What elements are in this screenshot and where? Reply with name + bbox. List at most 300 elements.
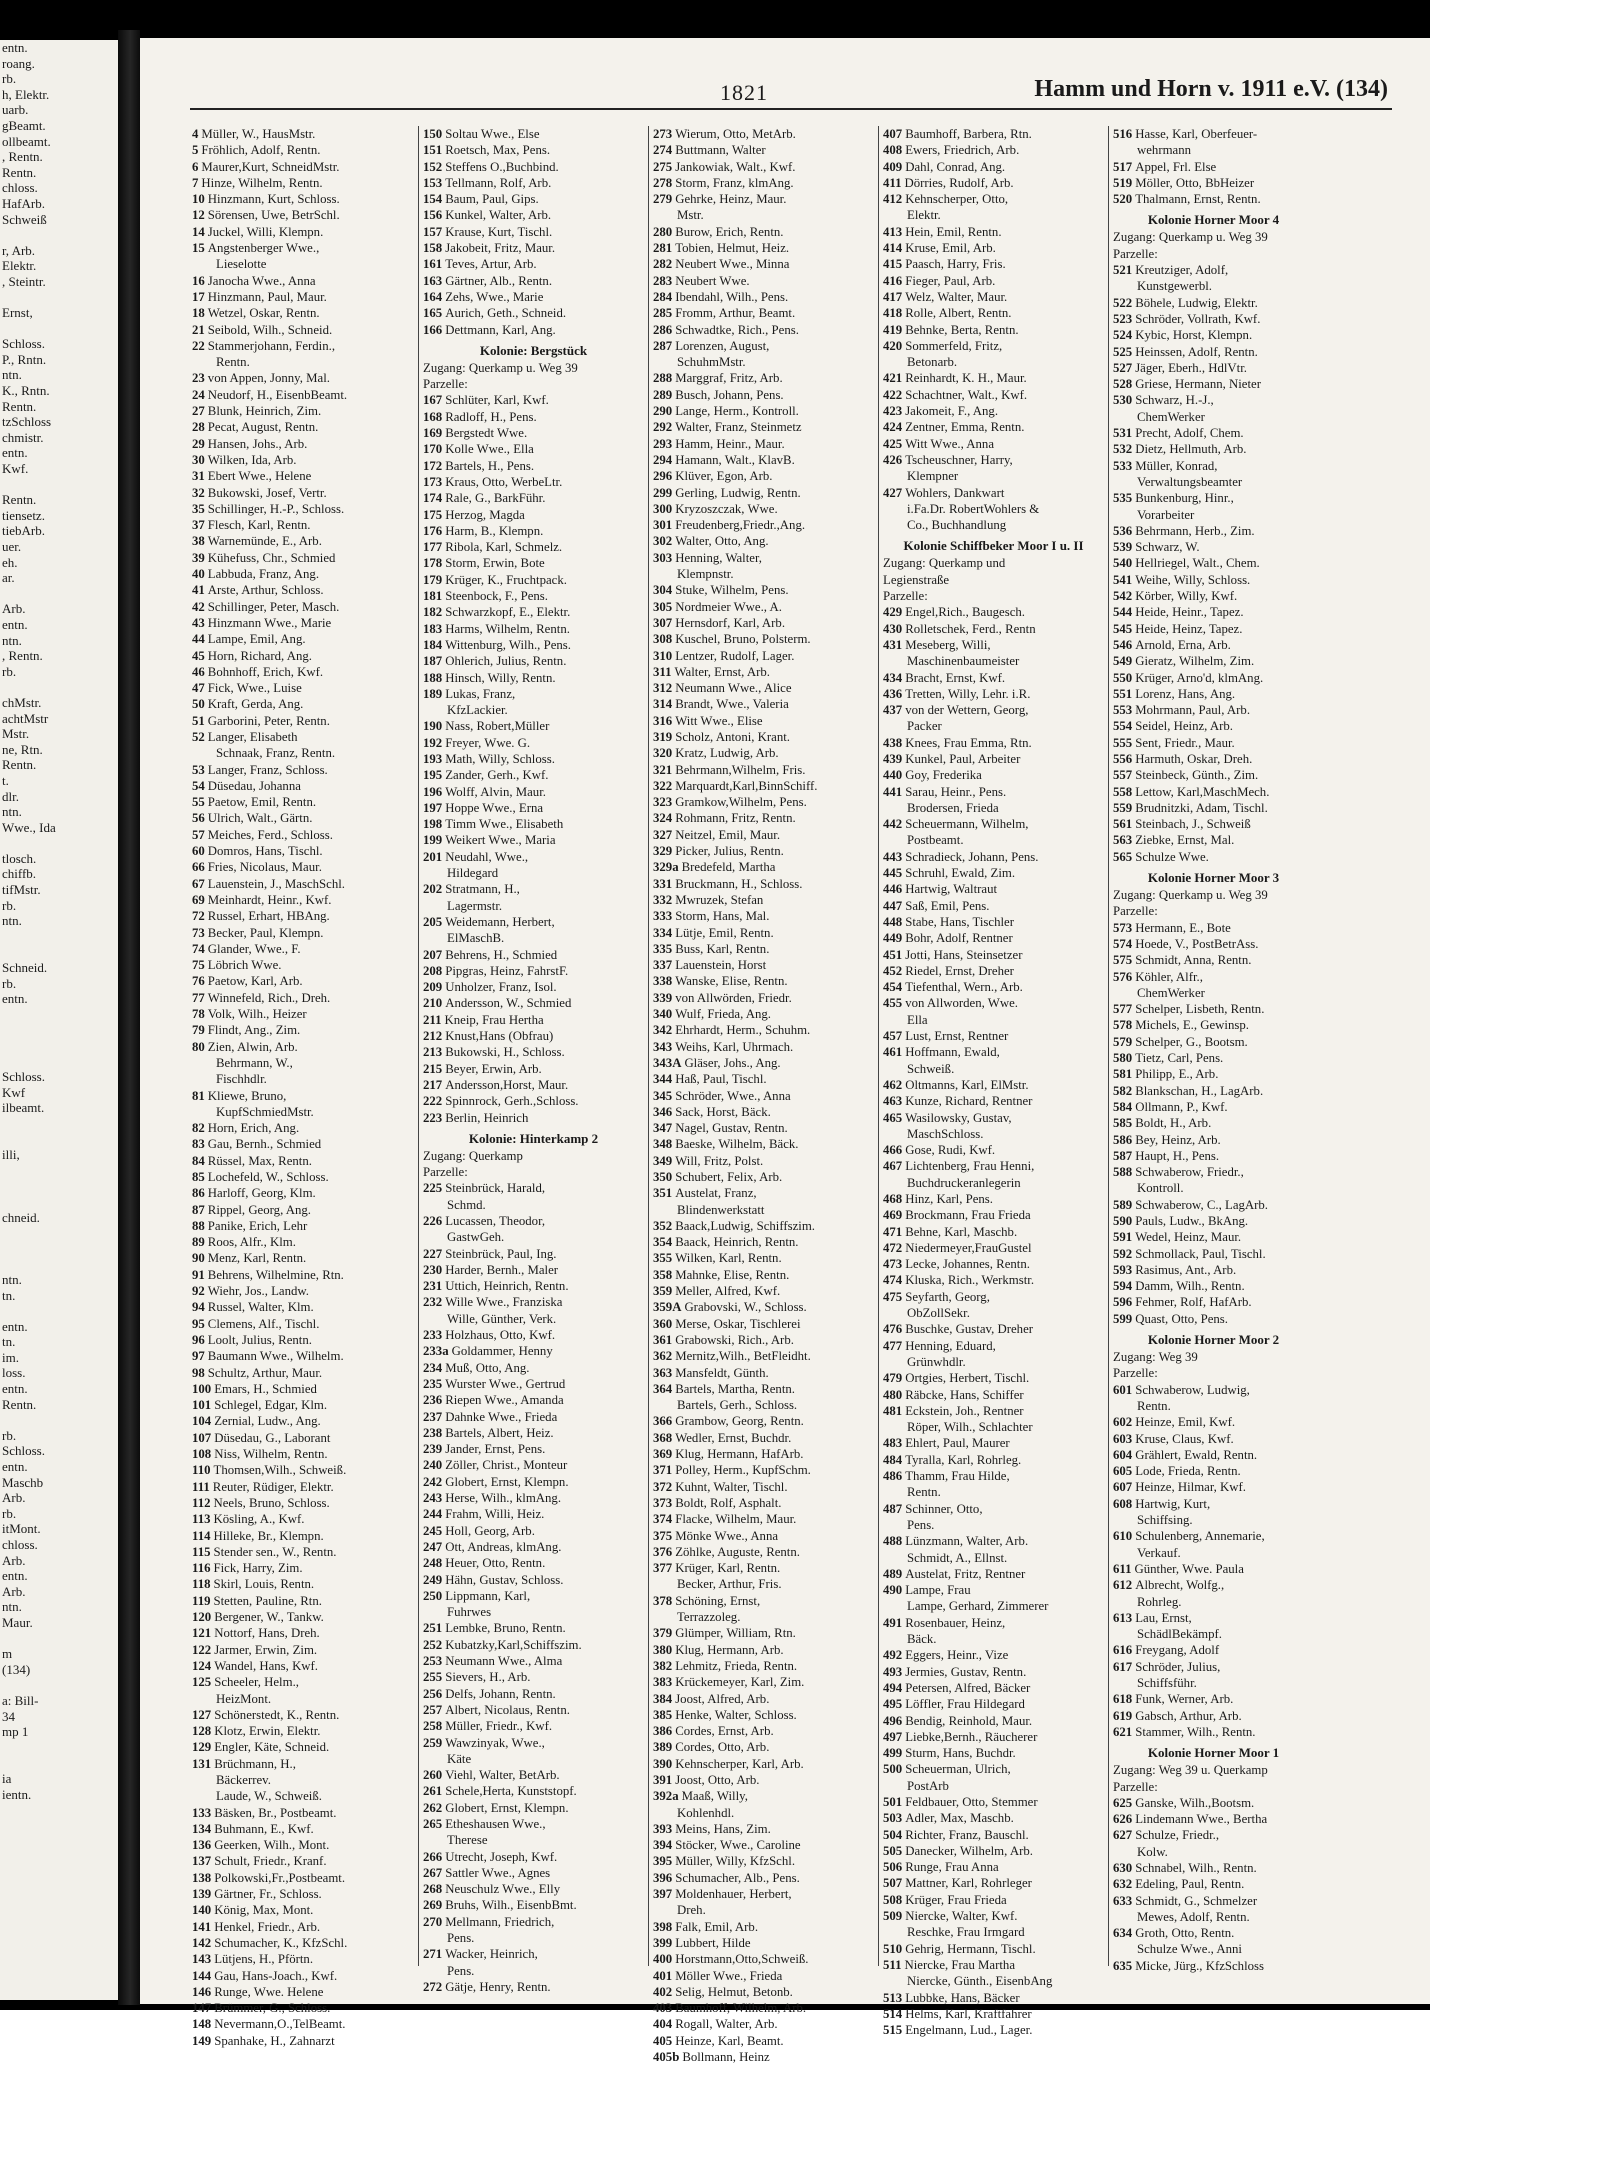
entry-text: Storm, Franz, klmAng. bbox=[675, 175, 794, 190]
entry-text: Joost, Alfred, Arb. bbox=[675, 1691, 770, 1706]
parcel-entry bbox=[423, 1946, 644, 1962]
entry-text: Rasimus, Ant., Arb. bbox=[1135, 1262, 1237, 1277]
parcel-number: 323 bbox=[653, 795, 673, 810]
parcel-number: 66 bbox=[192, 860, 205, 875]
parcel-entry bbox=[653, 1381, 874, 1397]
entry-text: Tscheuschner, Harry, bbox=[905, 452, 1013, 467]
parcel-entry bbox=[192, 1593, 414, 1609]
entry-text: Böhele, Ludwig, Elektr. bbox=[1135, 295, 1258, 310]
parcel-number: 499 bbox=[883, 1746, 903, 1761]
prev-page-fragment bbox=[0, 1241, 118, 1257]
entry-text: Glander, Wwe., F. bbox=[207, 941, 301, 956]
parcel-entry bbox=[1113, 262, 1314, 278]
parcel-number: 284 bbox=[653, 289, 673, 304]
entry-text: Feldbauer, Otto, Stemmer bbox=[905, 1794, 1038, 1809]
entry-text: Clemens, Alf., Tischl. bbox=[207, 1316, 320, 1331]
prev-page-fragment: entn. bbox=[2, 40, 28, 55]
parcel-entry bbox=[192, 403, 414, 419]
parcel-number: 251 bbox=[423, 1621, 443, 1636]
parcel-entry bbox=[423, 425, 644, 441]
parcel-entry bbox=[192, 1283, 414, 1299]
entry-text: Austelat, Franz, bbox=[675, 1186, 757, 1201]
parcel-entry bbox=[1113, 653, 1314, 669]
entry-text: Frahm, Willi, Heiz. bbox=[445, 1507, 545, 1522]
parcel-number: 446 bbox=[883, 882, 903, 897]
parcel-entry bbox=[653, 2016, 874, 2032]
parcel-number: 536 bbox=[1113, 523, 1133, 538]
parcel-entry bbox=[423, 1077, 644, 1093]
parcel-number: 492 bbox=[883, 1648, 903, 1663]
parcel-number: 423 bbox=[883, 404, 903, 419]
parcel-number: 182 bbox=[423, 605, 443, 620]
parcel-entry bbox=[192, 1120, 414, 1136]
parcel-entry bbox=[653, 1984, 874, 2000]
parcel-entry bbox=[883, 1843, 1104, 1859]
parcel-entry bbox=[1113, 1431, 1314, 1447]
parcel-number: 550 bbox=[1113, 670, 1133, 685]
parcel-number: 551 bbox=[1113, 686, 1133, 701]
entry-continuation bbox=[1113, 278, 1314, 294]
entry-text: von Appen, Jonny, Mal. bbox=[207, 371, 330, 386]
parcel-number: 327 bbox=[653, 827, 673, 842]
parcel-number: 108 bbox=[192, 1447, 212, 1462]
parcel-entry bbox=[653, 1153, 874, 1169]
parcel-number: 302 bbox=[653, 534, 673, 549]
parcel-entry bbox=[883, 1664, 1104, 1680]
prev-page-fragment: Rentn. bbox=[2, 164, 37, 180]
entry-text: Gau, Bernh., Schmied bbox=[207, 1137, 322, 1152]
entry-text: Muß, Otto, Ang. bbox=[445, 1360, 530, 1375]
entry-text: Müller, Konrad, bbox=[1135, 458, 1218, 473]
parcel-number: 272 bbox=[423, 1979, 443, 1994]
entry-text: Brockmann, Frau Frieda bbox=[905, 1208, 1031, 1223]
parcel-number: 237 bbox=[423, 1409, 443, 1424]
parcel-number: 369 bbox=[653, 1447, 673, 1462]
parcel-number: 121 bbox=[192, 1626, 212, 1641]
parcel-number: 257 bbox=[423, 1702, 443, 1717]
entry-text: Storm, Erwin, Bote bbox=[445, 556, 545, 571]
parcel-number: 88 bbox=[192, 1218, 205, 1233]
parcel-entry bbox=[883, 289, 1104, 305]
parcel-number: 236 bbox=[423, 1393, 443, 1408]
parcel-number: 346 bbox=[653, 1104, 673, 1119]
parcel-number: 577 bbox=[1113, 1002, 1133, 1017]
parcel-entry bbox=[192, 436, 414, 452]
entry-text: Jarmer, Erwin, Zim. bbox=[214, 1642, 318, 1657]
entry-text: Paasch, Harry, Fris. bbox=[905, 257, 1006, 272]
parcel-entry bbox=[883, 305, 1104, 321]
entry-text: Gabsch, Arthur, Arb. bbox=[1135, 1708, 1242, 1723]
parcel-entry bbox=[1113, 1213, 1314, 1229]
entry-text: Henke, Walter, Schloss. bbox=[675, 1707, 797, 1722]
entry-text: Michels, E., Gewinsp. bbox=[1135, 1018, 1249, 1033]
parcel-number: 239 bbox=[423, 1442, 443, 1457]
prev-page-fragment: Elektr. bbox=[2, 258, 37, 274]
parcel-number: 521 bbox=[1113, 263, 1133, 278]
entry-text: MaschSchloss. bbox=[907, 1126, 984, 1141]
entry-continuation bbox=[653, 207, 874, 223]
entry-text: Blunk, Heinrich, Zim. bbox=[207, 404, 322, 419]
parcel-entry bbox=[192, 1022, 414, 1038]
parcel-entry bbox=[192, 1185, 414, 1201]
prev-page-fragment: Ernst, bbox=[2, 305, 33, 321]
entry-text: Delfs, Johann, Rentn. bbox=[445, 1686, 556, 1701]
parcel-number: 556 bbox=[1113, 751, 1133, 766]
parcel-number: 517 bbox=[1113, 159, 1133, 174]
parcel-entry bbox=[883, 621, 1104, 637]
directory-column-1 bbox=[188, 126, 418, 2048]
prev-page-fragment: uarb. bbox=[2, 102, 29, 118]
parcel-entry bbox=[653, 485, 874, 501]
entry-text: Albert, Nicolaus, Rentn. bbox=[445, 1702, 570, 1717]
parcel-number: 546 bbox=[1113, 637, 1133, 652]
parcel-entry bbox=[883, 702, 1104, 718]
entry-text: Pecat, August, Rentn. bbox=[207, 420, 319, 435]
entry-text: Reinhardt, K. H., Maur. bbox=[905, 371, 1027, 386]
entry-text: Uttich, Heinrich, Rentn. bbox=[445, 1279, 569, 1294]
entry-text: Co., Buchhandlung bbox=[907, 518, 1007, 533]
parcel-entry bbox=[192, 1088, 414, 1104]
parcel-entry bbox=[423, 1800, 644, 1816]
entry-text: Oltmanns, Karl, ElMstr. bbox=[905, 1077, 1029, 1092]
parcel-number: 500 bbox=[883, 1762, 903, 1777]
parcel-number: 413 bbox=[883, 224, 903, 239]
entry-text: Baumhoff, Barbera, Rtn. bbox=[905, 127, 1032, 141]
parcel-number: 181 bbox=[423, 589, 443, 604]
parcel-number: 491 bbox=[883, 1615, 903, 1630]
parcel-number: 394 bbox=[653, 1838, 673, 1853]
parcel-number: 69 bbox=[192, 892, 205, 907]
parcel-entry bbox=[883, 881, 1104, 897]
parcel-number: 368 bbox=[653, 1430, 673, 1445]
parcel-number: 489 bbox=[883, 1566, 903, 1581]
parcel-entry bbox=[883, 1321, 1104, 1337]
entry-text: Cordes, Otto, Arb. bbox=[675, 1740, 770, 1755]
parcel-entry bbox=[1113, 295, 1314, 311]
parcel-entry bbox=[192, 892, 414, 908]
parcel-number: 373 bbox=[653, 1495, 673, 1510]
entry-text: Dörries, Rudolf, Arb. bbox=[904, 175, 1014, 190]
entry-text: Geerken, Wilh., Mont. bbox=[214, 1838, 330, 1853]
parcel-entry bbox=[1113, 621, 1314, 637]
entry-text: Paetow, Karl, Arb. bbox=[207, 974, 303, 989]
entry-continuation bbox=[423, 1604, 644, 1620]
parcel-number: 46 bbox=[192, 664, 205, 679]
parcel-entry bbox=[883, 1044, 1104, 1060]
parcel-number: 18 bbox=[192, 306, 205, 321]
entry-text: Freygang, Adolf bbox=[1135, 1643, 1220, 1658]
entry-text: Heide, Heinz, Tapez. bbox=[1135, 621, 1243, 636]
parcel-number: 111 bbox=[192, 1479, 210, 1494]
entry-continuation bbox=[423, 930, 644, 946]
parcel-number: 582 bbox=[1113, 1083, 1133, 1098]
entry-text: Flesch, Karl, Rentn. bbox=[207, 518, 311, 533]
parcel-entry bbox=[192, 1968, 414, 1984]
entry-text: Neels, Bruno, Schloss. bbox=[213, 1495, 330, 1510]
directory-column-5 bbox=[1108, 126, 1318, 1973]
parcel-entry bbox=[423, 1457, 644, 1473]
prev-page-fragment bbox=[0, 1116, 118, 1132]
parcel-number: 630 bbox=[1113, 1860, 1133, 1875]
parcel-number: 116 bbox=[192, 1561, 211, 1576]
entry-continuation bbox=[883, 517, 1104, 533]
parcel-entry bbox=[423, 1278, 644, 1294]
parcel-entry bbox=[1113, 1229, 1314, 1245]
parcel-entry bbox=[423, 1213, 644, 1229]
entry-text: Baeske, Wilhelm, Bäck. bbox=[675, 1137, 799, 1152]
parcel-number: 175 bbox=[423, 507, 443, 522]
entry-text: Bracht, Ernst, Kwf. bbox=[905, 670, 1006, 685]
directory-column-2 bbox=[418, 126, 648, 1994]
parcel-entry bbox=[653, 224, 874, 240]
prev-page-fragment: achtMstr bbox=[2, 710, 49, 726]
parcel-number: 400 bbox=[653, 1952, 673, 1967]
parcel-entry bbox=[423, 1735, 644, 1751]
parcel-entry bbox=[1113, 1294, 1314, 1310]
entry-text: Zehs, Wwe., Marie bbox=[445, 289, 544, 304]
entry-continuation bbox=[883, 1419, 1104, 1435]
entry-text: Buttmann, Walter bbox=[675, 143, 766, 158]
parcel-entry bbox=[653, 322, 874, 338]
prev-page-fragment: a: Bill- bbox=[2, 1692, 39, 1708]
parcel-entry bbox=[883, 1859, 1104, 1875]
parcel-number: 74 bbox=[192, 941, 205, 956]
parcel-number: 60 bbox=[192, 844, 205, 859]
parcel-entry bbox=[653, 990, 874, 1006]
parcel-entry bbox=[883, 338, 1104, 354]
entry-text: Sarau, Heinr., Pens. bbox=[905, 784, 1007, 799]
entry-text: Spanhake, H., Zahnarzt bbox=[214, 2033, 335, 2048]
parcel-number: 141 bbox=[192, 1919, 212, 1934]
entry-text: Neubert Wwe., Minna bbox=[675, 257, 790, 272]
parcel-entry bbox=[1113, 816, 1314, 832]
parcel-number: 15 bbox=[192, 241, 205, 256]
prev-page-fragment: ntn. bbox=[2, 1599, 22, 1615]
entry-text: Rohrleg. bbox=[1137, 1594, 1182, 1609]
parcel-number: 338 bbox=[653, 974, 673, 989]
parcel-number: 424 bbox=[883, 420, 903, 435]
entry-text: Volk, Wilh., Heizer bbox=[207, 1007, 307, 1022]
parcel-number: 128 bbox=[192, 1724, 212, 1739]
entry-text: Fehmer, Rolf, HafArb. bbox=[1135, 1295, 1252, 1310]
parcel-entry bbox=[653, 1446, 874, 1462]
parcel-number: 372 bbox=[653, 1479, 673, 1494]
parcel-number: 40 bbox=[192, 567, 205, 582]
entry-text: Harms, Wilhelm, Rentn. bbox=[445, 621, 570, 636]
entry-text: Fröhlich, Adolf, Rentn. bbox=[201, 143, 321, 158]
entry-text: Becker, Paul, Klempn. bbox=[207, 925, 324, 940]
entry-text: Schwarz, W. bbox=[1135, 540, 1200, 555]
parcel-entry bbox=[653, 696, 874, 712]
entry-text: Stammer, Wilh., Rentn. bbox=[1135, 1724, 1256, 1739]
entry-text: Hansen, Johs., Arb. bbox=[207, 436, 308, 451]
parcel-entry bbox=[653, 1039, 874, 1055]
parcel-entry bbox=[192, 925, 414, 941]
entry-text: Gau, Hans-Joach., Kwf. bbox=[214, 1968, 338, 1983]
section-info-line: Legienstraße bbox=[883, 572, 950, 587]
entry-text: Jäger, Eberh., HdlVtr. bbox=[1135, 360, 1247, 375]
entry-text: Niercke, Günth., EisenbAng bbox=[907, 1974, 1053, 1989]
entry-text: Buss, Karl, Rentn. bbox=[675, 941, 770, 956]
parcel-entry bbox=[653, 240, 874, 256]
parcel-number: 215 bbox=[423, 1061, 443, 1076]
prev-page-fragment: entn. bbox=[2, 1459, 28, 1475]
parcel-entry bbox=[653, 1707, 874, 1723]
parcel-number: 143 bbox=[192, 1952, 212, 1967]
entry-text: ObZollSekr. bbox=[907, 1306, 970, 1321]
entry-text: Gätje, Henry, Rentn. bbox=[445, 1979, 551, 1994]
entry-text: Langer, Franz, Schloss. bbox=[207, 762, 328, 777]
prev-page-fragment bbox=[0, 944, 118, 960]
parcel-number: 513 bbox=[883, 1990, 903, 2005]
parcel-number: 384 bbox=[653, 1691, 673, 1706]
parcel-number: 248 bbox=[423, 1556, 443, 1571]
entry-text: Griese, Hermann, Nieter bbox=[1135, 377, 1261, 392]
parcel-number: 286 bbox=[653, 322, 673, 337]
entry-text: Möller Wwe., Frieda bbox=[675, 1968, 783, 1983]
parcel-entry bbox=[423, 305, 644, 321]
entry-text: Schöning, Ernst, bbox=[675, 1593, 761, 1608]
prev-page-fragment: entn. bbox=[2, 1381, 28, 1397]
parcel-number: 77 bbox=[192, 990, 205, 1005]
prev-page-fragment: chmistr. bbox=[2, 429, 44, 445]
parcel-number: 52 bbox=[192, 729, 205, 744]
parcel-entry bbox=[192, 1902, 414, 1918]
entry-text: Baack, Heinrich, Rentn. bbox=[675, 1235, 799, 1250]
entry-text: Verkauf. bbox=[1137, 1545, 1181, 1560]
entry-text: Schwaberow, Friedr., bbox=[1135, 1165, 1244, 1180]
parcel-number: 635 bbox=[1113, 1958, 1133, 1973]
prev-page-fragment: Mstr. bbox=[2, 726, 30, 742]
entry-continuation bbox=[883, 1126, 1104, 1142]
entry-text: Ehrhardt, Herm., Schuhm. bbox=[675, 1023, 811, 1038]
parcel-number: 122 bbox=[192, 1642, 212, 1657]
entry-continuation bbox=[883, 800, 1104, 816]
parcel-entry bbox=[1113, 392, 1314, 408]
parcel-entry bbox=[423, 1409, 644, 1425]
parcel-number: 321 bbox=[653, 762, 673, 777]
entry-text: Fries, Nicolaus, Maur. bbox=[207, 860, 322, 875]
parcel-number: 403 bbox=[653, 2001, 673, 2016]
entry-text: Saß, Emil, Pens. bbox=[905, 898, 990, 913]
parcel-number: 539 bbox=[1113, 540, 1133, 555]
parcel-number: 402 bbox=[653, 1984, 673, 1999]
parcel-entry bbox=[423, 1669, 644, 1685]
entry-text: Meiches, Ferd., Schloss. bbox=[207, 827, 333, 842]
entry-text: Witt Wwe., Elise bbox=[675, 713, 763, 728]
entry-text: Verwaltungsbeamter bbox=[1137, 474, 1243, 489]
entry-text: von Allworden, Wwe. bbox=[905, 996, 1018, 1011]
entry-continuation bbox=[1113, 1594, 1314, 1610]
entry-text: Groth, Otto, Rentn. bbox=[1135, 1926, 1235, 1941]
parcel-number: 12 bbox=[192, 208, 205, 223]
parcel-entry bbox=[1113, 1278, 1314, 1294]
parcel-entry bbox=[423, 289, 644, 305]
prev-page-fragment: Maur. bbox=[2, 1614, 33, 1630]
parcel-entry bbox=[653, 1088, 874, 1104]
previous-page-edge bbox=[0, 40, 118, 2000]
parcel-number: 104 bbox=[192, 1414, 212, 1429]
parcel-number: 76 bbox=[192, 974, 205, 989]
parcel-entry bbox=[883, 1908, 1104, 1924]
entry-text: Mwruzek, Stefan bbox=[675, 892, 764, 907]
entry-text: Tellmann, Rolf, Arb. bbox=[445, 175, 552, 190]
entry-text: Lubbke, Hans, Bäcker bbox=[905, 1990, 1020, 2005]
parcel-entry bbox=[192, 1853, 414, 1869]
section-info-line: Zugang: Weg 39 u. Querkamp bbox=[1113, 1763, 1268, 1778]
parcel-number: 274 bbox=[653, 143, 673, 158]
parcel-number: 14 bbox=[192, 224, 205, 239]
parcel-entry bbox=[192, 1805, 414, 1821]
prev-page-fragment: tlosch. bbox=[2, 850, 37, 866]
parcel-entry bbox=[423, 637, 644, 653]
parcel-number: 27 bbox=[192, 404, 205, 419]
entry-text: Bartels, Gerh., Schloss. bbox=[677, 1398, 798, 1413]
entry-text: Rohmann, Fritz, Rentn. bbox=[675, 811, 796, 826]
entry-text: Globert, Ernst, Klempn. bbox=[445, 1474, 569, 1489]
parcel-entry bbox=[883, 963, 1104, 979]
parcel-entry bbox=[883, 1387, 1104, 1403]
entry-text: Falk, Emil, Arb. bbox=[675, 1919, 759, 1934]
parcel-entry bbox=[653, 1691, 874, 1707]
entry-text: Tobien, Helmut, Heiz. bbox=[675, 241, 790, 256]
entry-text: Steffens O.,Buchbind. bbox=[445, 159, 559, 174]
parcel-entry bbox=[1113, 175, 1314, 191]
parcel-entry bbox=[1113, 767, 1314, 783]
parcel-entry bbox=[423, 670, 644, 686]
entry-text: Henning, Eduard, bbox=[905, 1338, 996, 1353]
parcel-number: 610 bbox=[1113, 1529, 1133, 1544]
parcel-entry bbox=[653, 1886, 874, 1902]
parcel-entry bbox=[423, 175, 644, 191]
parcel-entry bbox=[1113, 936, 1314, 952]
parcel-number: 545 bbox=[1113, 621, 1133, 636]
entry-text: Behrmann, Herb., Zim. bbox=[1135, 523, 1255, 538]
parcel-entry bbox=[883, 1077, 1104, 1093]
section-info-line: Parzelle: bbox=[1113, 904, 1158, 919]
entry-text: Knust,Hans (Obfrau) bbox=[445, 1029, 554, 1044]
parcel-number: 439 bbox=[883, 751, 903, 766]
parcel-number: 91 bbox=[192, 1267, 205, 1282]
colony-section-title: Kolonie: Hinterkamp 2 bbox=[468, 1130, 599, 1146]
parcel-entry bbox=[883, 1990, 1104, 2006]
entry-text: Hoffmann, Ewald, bbox=[905, 1045, 1000, 1060]
entry-text: Meller, Alfred, Kwf. bbox=[675, 1284, 781, 1299]
parcel-entry bbox=[192, 1430, 414, 1446]
parcel-number: 201 bbox=[423, 849, 443, 864]
entry-text: Walter, Otto, Ang. bbox=[675, 534, 769, 549]
entry-text: Tyralla, Karl, Rohrleg. bbox=[905, 1452, 1022, 1467]
parcel-number: 416 bbox=[883, 273, 903, 288]
parcel-number: 425 bbox=[883, 436, 903, 451]
parcel-entry bbox=[192, 1984, 414, 2000]
entry-text: Ott, Andreas, klmAng. bbox=[445, 1539, 562, 1554]
entry-text: Hildegard bbox=[447, 866, 499, 881]
parcel-number: 23 bbox=[192, 371, 205, 386]
entry-text: Sent, Friedr., Maur. bbox=[1135, 735, 1235, 750]
parcel-number: 611 bbox=[1113, 1561, 1132, 1576]
entry-text: Lagermstr. bbox=[447, 898, 503, 913]
parcel-number: 119 bbox=[192, 1593, 211, 1608]
entry-text: Wittenburg, Wilh., Pens. bbox=[445, 637, 571, 652]
parcel-number: 288 bbox=[653, 371, 673, 386]
parcel-entry bbox=[423, 1767, 644, 1783]
parcel-entry bbox=[1113, 1496, 1314, 1512]
prev-page-fragment: tiensetz. bbox=[2, 507, 45, 523]
entry-text: Rippel, Georg, Ang. bbox=[207, 1202, 311, 1217]
parcel-entry bbox=[423, 1392, 644, 1408]
parcel-number: 176 bbox=[423, 523, 443, 538]
